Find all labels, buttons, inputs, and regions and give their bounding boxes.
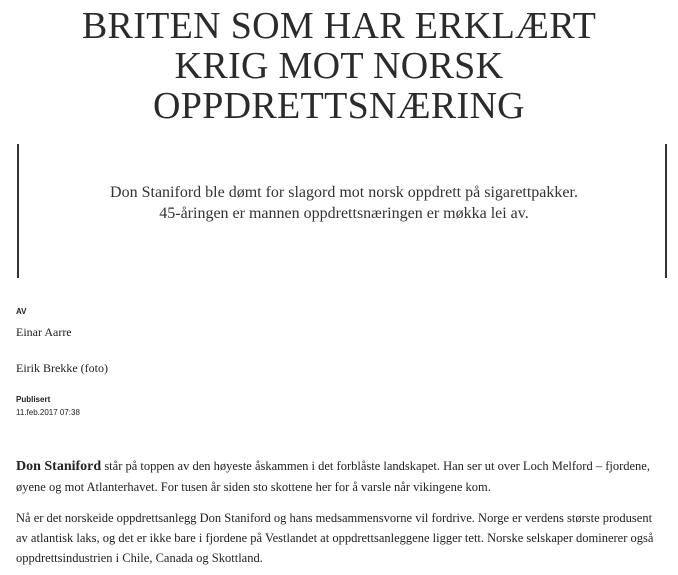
byline-photographer[interactable]: Eirik Brekke (foto): [16, 361, 108, 375]
body-paragraph: [16, 456, 664, 497]
headline-line: OPPDRETTSNÆRING: [153, 85, 525, 127]
article-lead: Don Staniford ble dømt for slagord mot norsk oppdrett på sigarettpakker. 45-åringen er mannen oppdrettsnæringen er møkka lei av.: [110, 184, 578, 222]
article-headline: [40, 0, 638, 126]
byline-label: AV: [16, 307, 27, 316]
headline-line: KRIG MOT NORSK: [174, 45, 504, 87]
headline-line: BRITEN SOM HAR ERKLÆRT: [81, 5, 597, 47]
body-lead-name: Don Staniford: [16, 459, 102, 474]
body-paragraph: Nå er det norskeide oppdrettsanlegg Don Staniford og hans medsammensvorne vil fordrive. Norge er verdens største produsent av atlantisk laks, og det er ikke bare i fjordene på Vestlandet at oppdrettsanleggene ligger tett. Norske selskaper dominerer også oppdrettsindustrien i Chile, Canada og Skottland.: [16, 511, 654, 565]
byline-author[interactable]: Einar Aarre: [16, 325, 72, 339]
published-label: Publisert: [16, 395, 51, 404]
body-paragraph-text: står på toppen av den høyeste åskammen i det forblåste landskapet. Han ser ut over Loch Melford – fjordene, øyene og mot Atlanterhavet. For tusen år siden sto skottene her for å varsle når vikingene kom.: [16, 459, 650, 494]
lead-box: [17, 144, 667, 278]
published-date: 11.feb.2017 07:38: [16, 408, 80, 417]
